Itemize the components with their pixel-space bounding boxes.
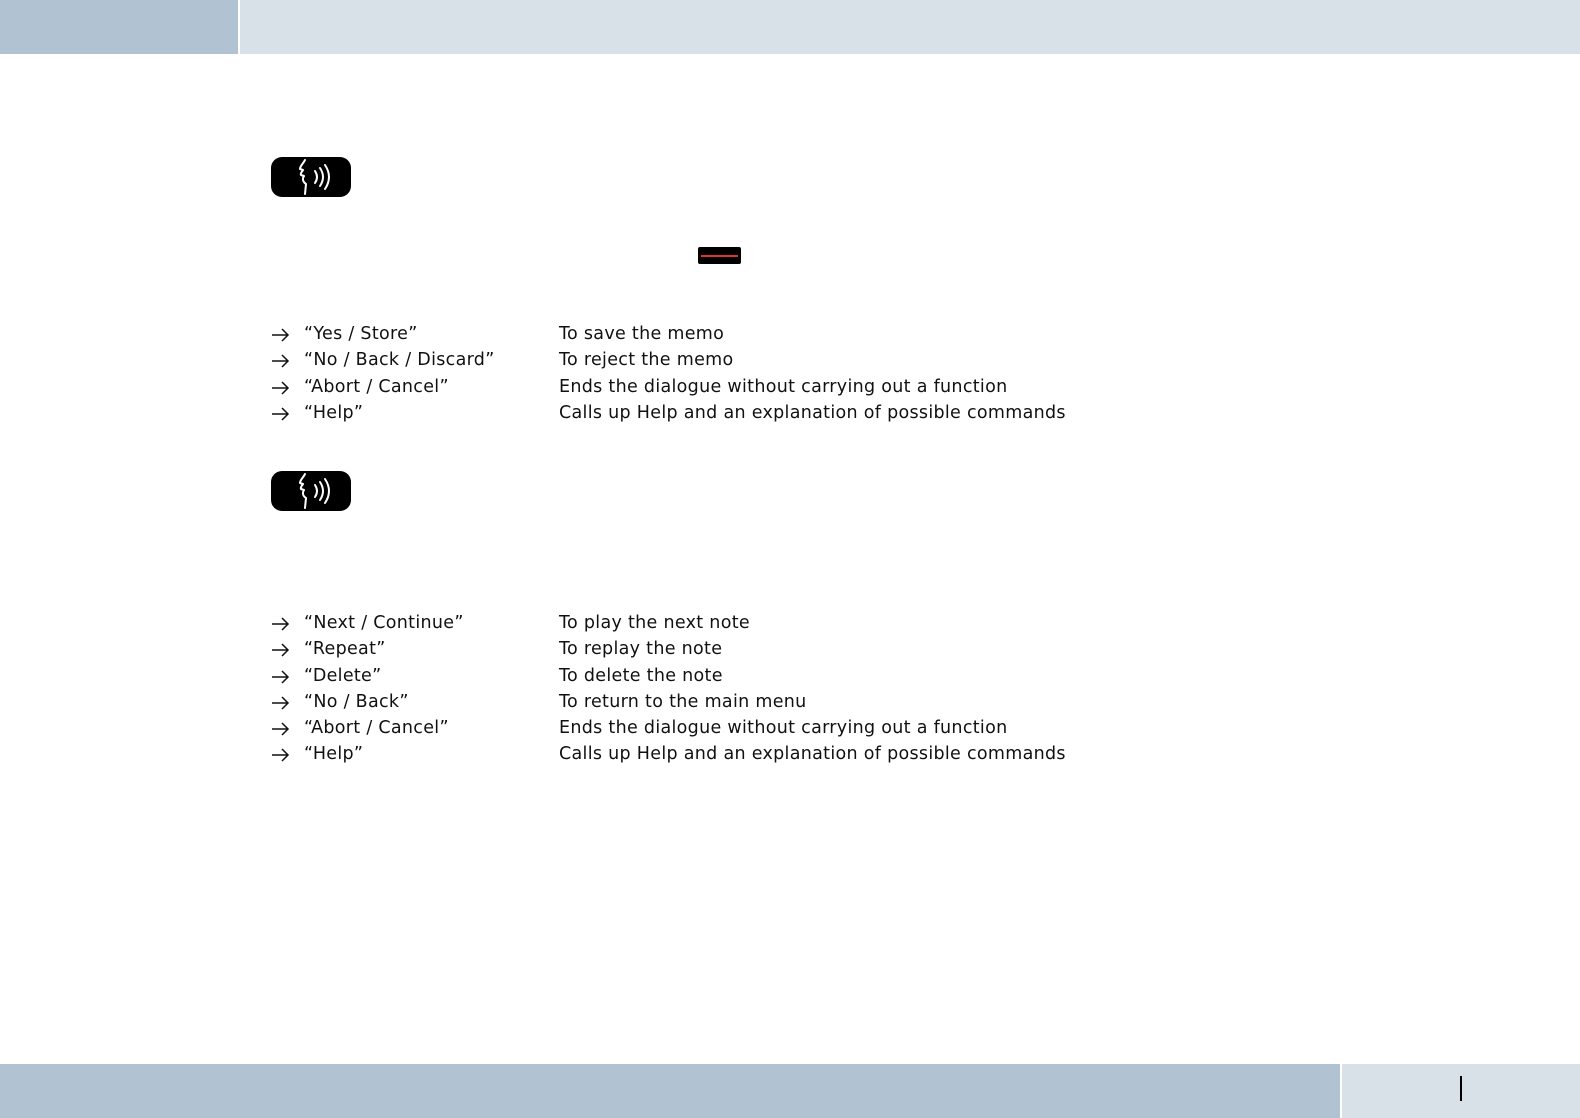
command-description: To replay the note — [559, 639, 723, 660]
command-phrase: “Abort / Cancel” — [304, 376, 449, 397]
end-call-button-icon — [698, 247, 741, 264]
header-band-left — [0, 0, 238, 54]
arrow-right-icon — [272, 354, 290, 368]
command-phrase: “No / Back” — [304, 691, 409, 712]
command-description: To delete the note — [559, 665, 723, 686]
command-phrase: “Delete” — [304, 665, 382, 686]
footer-band-left — [0, 1064, 1340, 1118]
arrow-right-icon — [272, 722, 290, 736]
command-description: To save the memo — [559, 324, 725, 344]
command-phrase: “No / Back / Discard” — [304, 350, 495, 371]
page-number-divider — [1460, 1076, 1462, 1101]
command-phrase: “Help” — [304, 402, 364, 423]
command-phrase: “Yes / Store” — [304, 324, 418, 344]
command-description: To reject the memo — [559, 350, 734, 371]
arrow-right-icon — [272, 670, 290, 684]
command-description: Ends the dialogue without carrying out a function — [559, 718, 1008, 739]
arrow-right-icon — [272, 407, 290, 421]
arrow-right-icon — [272, 643, 290, 657]
voice-command-icon — [271, 471, 351, 511]
arrow-right-icon — [272, 328, 290, 342]
command-description: Calls up Help and an explanation of possible commands — [559, 744, 1066, 765]
command-phrase: “Repeat” — [304, 639, 386, 660]
arrow-right-icon — [272, 617, 290, 631]
command-description: To play the next note — [559, 613, 750, 633]
end-call-line — [701, 255, 738, 257]
command-phrase: “Abort / Cancel” — [304, 718, 449, 739]
arrow-right-icon — [272, 381, 290, 395]
arrow-right-icon — [272, 696, 290, 710]
command-phrase: “Help” — [304, 744, 364, 765]
command-description: Ends the dialogue without carrying out a function — [559, 376, 1008, 397]
command-description: To return to the main menu — [559, 691, 807, 712]
voice-command-icon — [271, 157, 351, 197]
command-description: Calls up Help and an explanation of possible commands — [559, 402, 1066, 423]
arrow-right-icon — [272, 748, 290, 762]
header-band-right — [240, 0, 1580, 54]
command-phrase: “Next / Continue” — [304, 613, 464, 633]
